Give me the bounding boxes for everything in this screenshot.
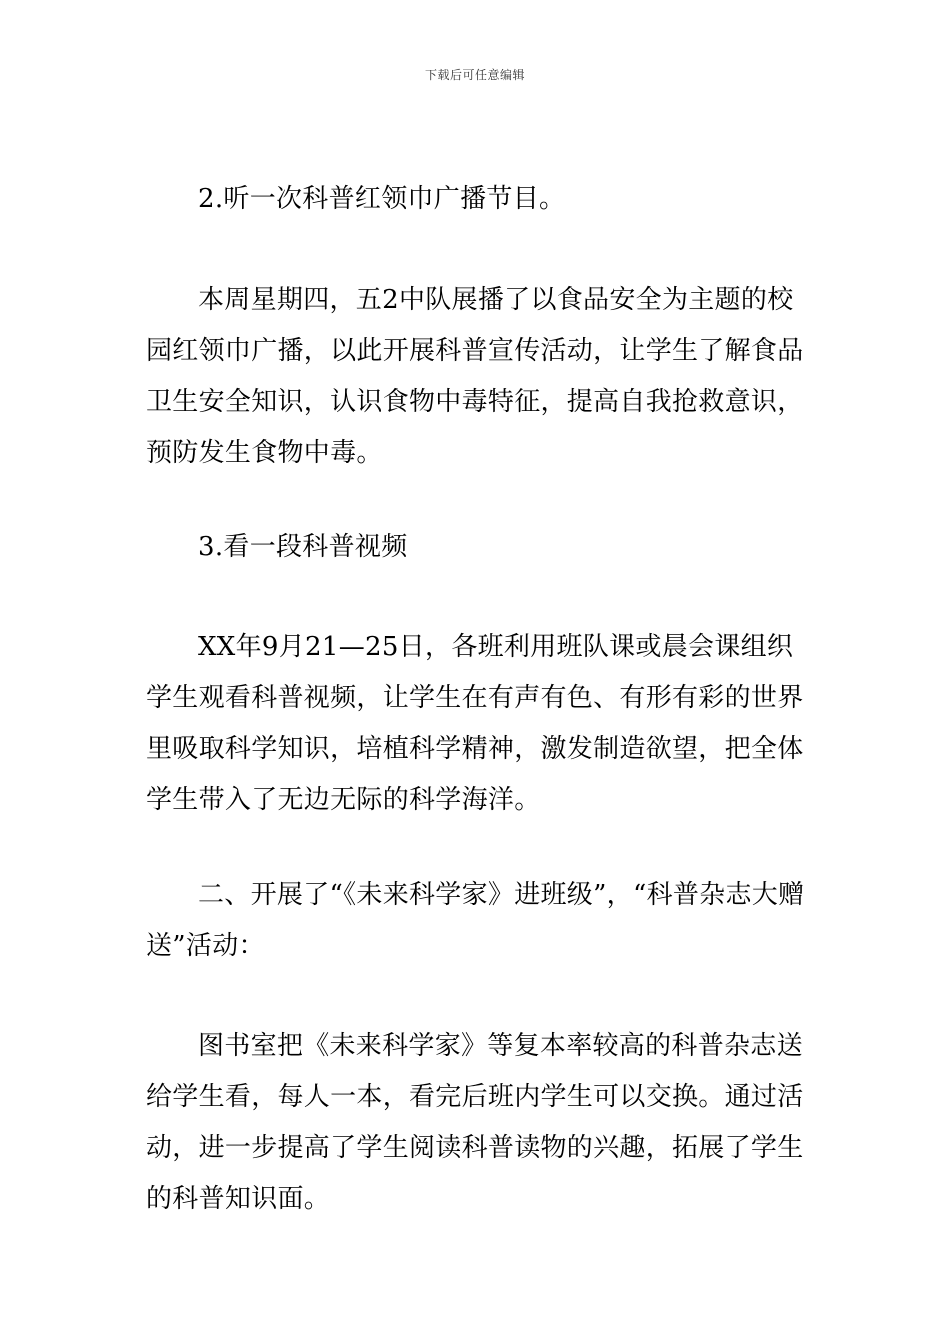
section-heading-magazines: 二、开展了“《未来科学家》进班级”，“科普杂志大赠送”活动： xyxy=(146,880,805,961)
item-heading-video: 3.看一段科普视频 xyxy=(198,532,408,562)
item-heading-broadcast: 2.听一次科普红领巾广播节目。 xyxy=(198,184,566,214)
header-note: 下载后可任意编辑 xyxy=(424,68,525,82)
paragraph-magazines: 图书室把《未来科学家》等复本率较高的科普杂志送给学生看，每人一本，看完后班内学生可以交换。通过活动，进一步提高了学生阅读科普读物的兴趣，拓展了学生的科普知识面。 xyxy=(146,1031,804,1214)
paragraph-video: XX年9月21—25日，各班利用班队课或晨会课组织学生观看科普视频，让学生在有声有色、有形有彩的世界里吸取科学知识，培植科学精神，激发制造欲望，把全体学生带入了无边无际的科学海洋。 xyxy=(146,632,804,815)
paragraph-broadcast: 本周星期四，五2中队展播了以食品安全为主题的校园红领巾广播，以此开展科普宣传活动，让学生了解食品卫生安全知识，认识食物中毒特征，提高自我抢救意识，预防发生食物中毒。 xyxy=(146,285,804,468)
